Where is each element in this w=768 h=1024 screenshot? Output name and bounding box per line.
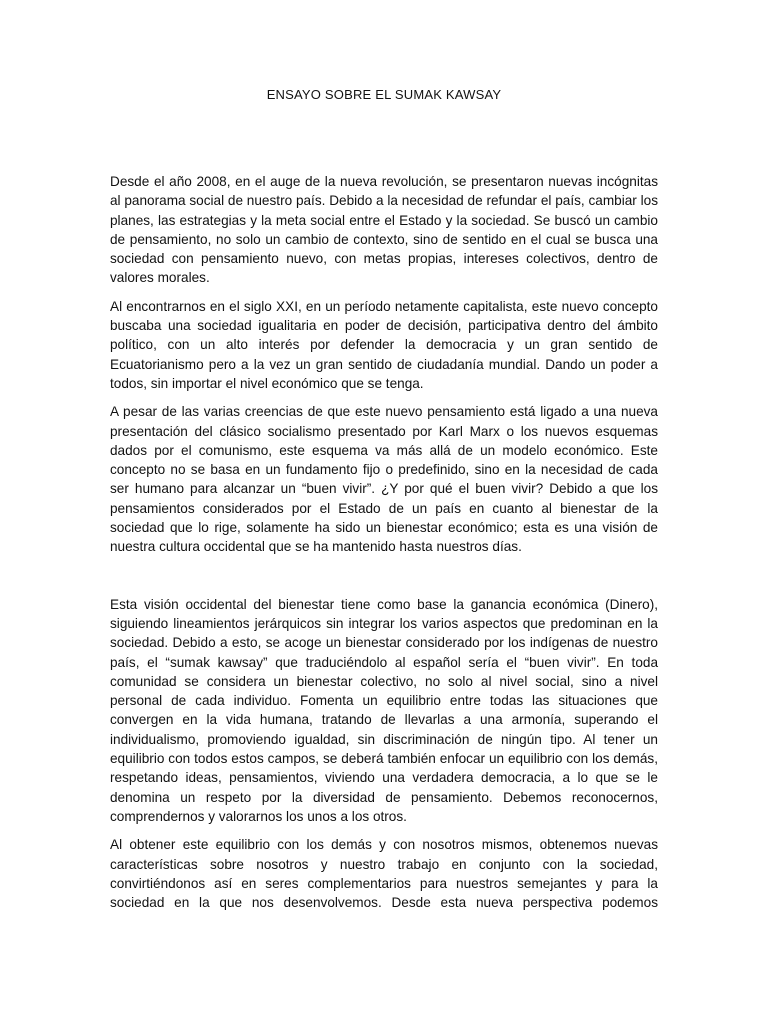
paragraph-3: A pesar de las varias creencias de que este nuevo pensamiento está ligado a una nueva presentación del clásico socialismo presentado por Karl Marx o los nuevos esquemas dados por el comunismo, este esquema va más allá de un modelo económico. Este concepto no se basa en un fundamento fijo o predefinido, sino en la necesidad de cada ser humano para alcanzar un “buen vivir”. ¿Y por qué el buen vivir? Debido a que los pensamientos considerados por el Estado de un país en cuanto al bienestar de la sociedad que lo rige, solamente ha sido un bienestar económico; esta es una visión de nuestra cultura occidental que se ha mantenido hasta nuestros días. xyxy=(110,404,658,555)
paragraph-2: Al encontrarnos en el siglo XXI, en un período netamente capitalista, este nuevo concepto buscaba una sociedad igualitaria en poder de decisión, participativa dentro del ámbito político, con un alto interés por defender la democracia y un gran sentido de Ecuatorianismo pero a la vez un gran sentido de ciudadanía mundial. Dando un poder a todos, sin importar el nivel económico que se tenga. xyxy=(110,298,658,391)
paragraph-5: Al obtener este equilibrio con los demás y con nosotros mismos, obtenemos nuevas características sobre nosotros y nuestro trabajo en conjunto con la sociedad, convirtiéndonos así en seres complementarios para nuestros semejantes y para la sociedad en la que nos desenvolvemos. Desde esta nueva perspectiva podemos xyxy=(110,837,658,911)
paragraph-4: Esta visión occidental del bienestar tiene como base la ganancia económica (Dinero), siguiendo lineamientos jerárquicos sin integrar los varios aspectos que predominan en la sociedad. Debido a esto, se acoge un bienestar considerado por los indígenas de nuestro país, el “sumak kawsay” que traduciéndolo al español sería el “buen vivir”. En toda comunidad se considera un bienestar colectivo, no solo al nivel social, sino a nivel personal de cada individuo. Fomenta un equilibrio entre todas las situaciones que convergen en la vida humana, tratando de llevarlas a una armonía, superando el individualismo, promoviendo igualdad, sin discriminación de ningún tipo. Al tener un equilibrio con todos estos campos, se deberá también enfocar un equilibrio con los demás, respetando ideas, pensamientos, viviendo una verdadera democracia, a lo que se le denomina un respeto por la diversidad de pensamiento. Debemos reconocernos, comprendernos y valorarnos los unos a los otros. xyxy=(110,596,658,824)
document-body xyxy=(110,172,658,921)
document-title: ENSAYO SOBRE EL SUMAK KAWSAY xyxy=(266,87,502,102)
paragraph-1: Desde el año 2008, en el auge de la nueva revolución, se presentaron nuevas incógnitas al panorama social de nuestro país. Debido a la necesidad de refundar el país, cambiar los planes, las estrategias y la meta social entre el Estado y la sociedad. Se buscó un cambio de pensamiento, no solo un cambio de contexto, sino de sentido en el cual se busca una sociedad con pensamiento nuevo, con metas propias, intereses colectivos, dentro de valores morales. xyxy=(110,174,658,286)
